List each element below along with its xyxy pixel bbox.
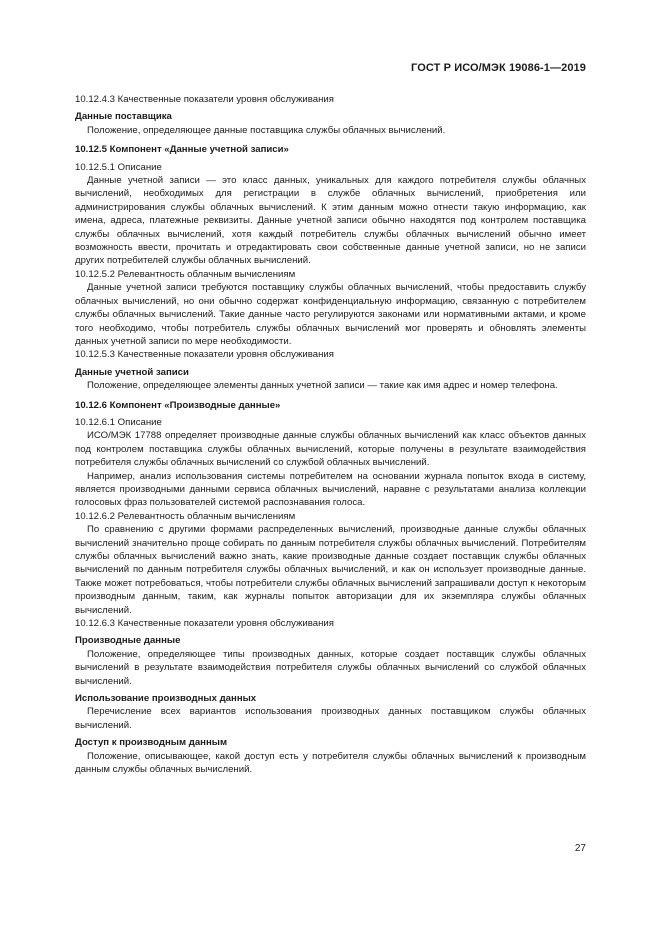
clause-10-12-6-2: 10.12.6.2 Релевантность облачным вычислениям [75, 510, 296, 522]
clause-10-12-5-2: 10.12.5.2 Релевантность облачным вычислениям [75, 268, 296, 280]
paragraph: Положение, определяющее данные поставщика службы облачных вычислений. [87, 124, 446, 136]
clause-10-12-4-3: 10.12.4.3 Качественные показатели уровня обслуживания [75, 94, 334, 105]
clause-10-12-5-3: 10.12.5.3 Качественные показатели уровня обслуживания [75, 349, 334, 361]
page-number: 27 [574, 843, 586, 854]
clause-10-12-6-3: 10.12.6.3 Качественные показатели уровня обслуживания [75, 618, 334, 630]
section-10-12-5-title: 10.12.5 Компонент «Данные учетной записи» [75, 144, 289, 156]
paragraph: Данные учетной записи — это класс данных, уникальных для каждого потребителя службы облачных вычислений, необходимых для регистрации в службе облачных вычислений, приобретения или администрирования службы облачных вычислений. К этим данным можно отнести такую информацию, как имена, адреса, платежные реквизиты. Данные учетной записи обычно находятся под контролем поставщика службы облачных вычислений, хотя каждый потребитель службы облачных вычислений обычно имеет возможность ввести, прочитать и отредактировать свои собственные данные учетной записи, но не записи других потребителей службы облачных вычислений. [75, 175, 586, 267]
clause-10-12-5-1: 10.12.5.1 Описание [75, 161, 162, 173]
heading-derived-data-access: Доступ к производным данным [75, 737, 228, 749]
heading-derived-data-usage: Использование производных данных [75, 693, 257, 705]
paragraph: Положение, описывающее, какой доступ есть у потребителя службы облачных вычислений к производным данным службы облачных вычислений. [75, 750, 586, 776]
paragraph: Положение, определяющее элементы данных учетной записи — такие как имя адрес и номер телефона. [87, 380, 558, 392]
heading-derived-data: Производные данные [75, 635, 181, 647]
clause-10-12-6-1: 10.12.6.1 Описание [75, 416, 162, 428]
paragraph: ИСО/МЭК 17788 определяет производные данные службы облачных вычислений как класс объектов данных под контролем поставщика службы облачных вычислений, которые получены в результате взаимодействия потребителя службы облачных вычислений со службой облачных вычислений. [75, 430, 586, 469]
paragraph: Перечисление всех вариантов использования производных данных поставщиком службы облачных вычислений. [75, 706, 586, 731]
heading-provider-data: Данные поставщика [75, 111, 172, 123]
paragraph: Положение, определяющее типы производных данных, которые создает поставщик службы облачных вычислений в результате взаимодействия потребителя службы облачных вычислений со службой облачных вычислений. [75, 648, 586, 687]
paragraph: Например, анализ использования системы потребителем на основании журнала попыток входа в систему, является производными данными сервиса облачных вычислений, наравне с результатами анализа коллекции голосовых фраз пользователей системой распознавания голоса. [75, 470, 586, 509]
paragraph: Данные учетной записи требуются поставщику службы облачных вычислений, чтобы предоставить службу облачных вычислений, но они обычно содержат конфиденциальную информацию, связанную с потребителем службы облачных вычислений. Такие данные часто регулируются законами или нормативными актами, и кроме того необходимо, чтобы потребитель службы облачных вычислений мог проверять и обновлять элементы данных учетной записи по мере необходимости. [75, 282, 586, 347]
document-header: ГОСТ Р ИСО/МЭК 19086-1—2019 [411, 62, 586, 74]
heading-account-data: Данные учетной записи [75, 366, 189, 378]
page-content [75, 93, 586, 777]
paragraph: По сравнению с другими формами распределенных вычислений, производные данные службы облачных вычислений значительно проще собирать по данным потребителя службы облачных вычислений. Потребителям службы облачных вычислений важно знать, какие производные данные создает поставщик службы облачных вычислений по данным потребителя службы облачных вычислений, и как он использует производные данные. Также может потребоваться, чтобы потребители службы облачных вычислений запрашивали доступ к некоторым производным данным, таким, как журналы попыток авторизации для их экземпляра службы облачных вычислений. [75, 524, 586, 616]
section-10-12-6-title: 10.12.6 Компонент «Производные данные» [75, 399, 281, 411]
